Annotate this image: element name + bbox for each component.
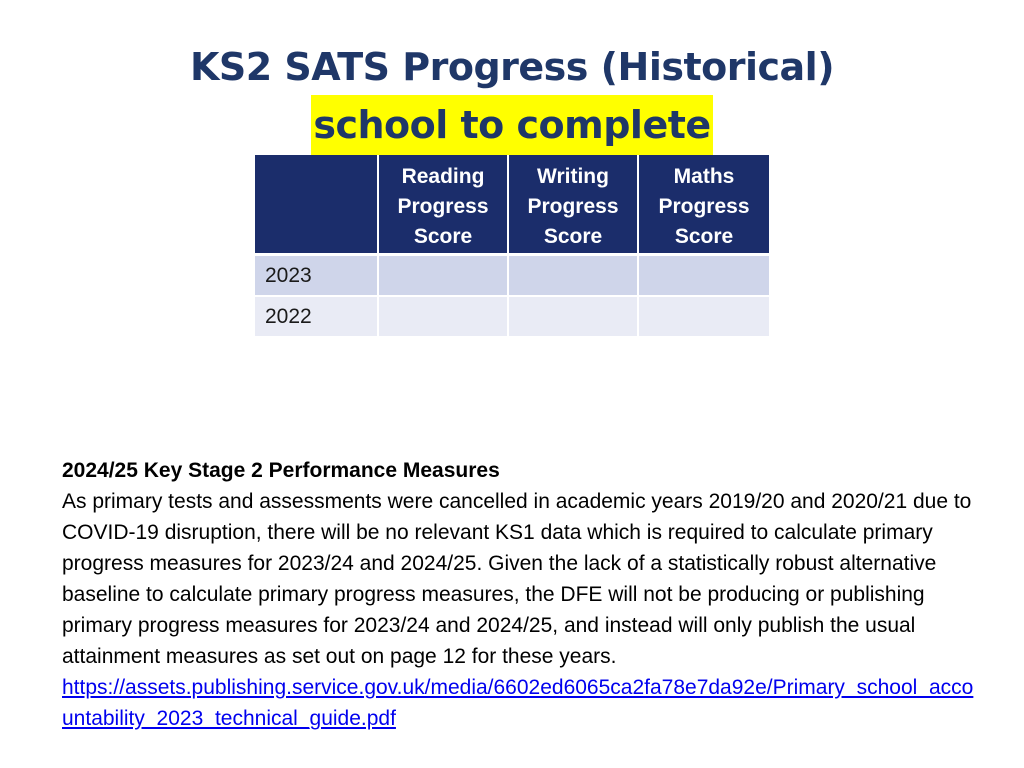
note-heading: 2024/25 Key Stage 2 Performance Measures — [62, 459, 500, 482]
year-cell: 2022 — [255, 297, 379, 338]
table-header-row — [255, 155, 769, 256]
maths-score-cell[interactable] — [639, 256, 769, 297]
table-row — [255, 297, 769, 338]
header-cell-writing: Writing Progress Score — [509, 155, 639, 256]
maths-score-cell[interactable] — [639, 297, 769, 338]
reading-score-cell[interactable] — [379, 256, 509, 297]
highlighted-subtitle: school to complete — [311, 95, 712, 155]
subtitle-container — [0, 95, 1024, 155]
table-row — [255, 256, 769, 297]
header-cell-year — [255, 155, 379, 256]
header-cell-reading: Reading Progress Score — [379, 155, 509, 256]
year-cell: 2023 — [255, 256, 379, 297]
reading-score-cell[interactable] — [379, 297, 509, 338]
performance-measures-note — [62, 455, 982, 734]
writing-score-cell[interactable] — [509, 256, 639, 297]
technical-guide-link[interactable]: https://assets.publishing.service.gov.uk/media/6602ed6065ca2fa78e7da92e/Primary_school_accountability_2023_technical_guide.pdf — [62, 676, 974, 730]
writing-score-cell[interactable] — [509, 297, 639, 338]
progress-score-table — [255, 155, 769, 338]
page-title: KS2 SATS Progress (Historical) — [189, 45, 835, 89]
header-cell-maths: Maths Progress Score — [639, 155, 769, 256]
note-paragraph: As primary tests and assessments were cancelled in academic years 2019/20 and 2020/21 due to COVID-19 disruption, there will be no relevant KS1 data which is required to calculate primary progress measures for 2023/24 and 2024/25. Given the lack of a statistically robust alternative baseline to calculate primary progress measures, the DFE will not be producing or publishing primary progress measures for 2023/24 and 2024/25, and instead will only publish the usual attainment measures as set out on page 12 for these years. — [62, 490, 972, 668]
